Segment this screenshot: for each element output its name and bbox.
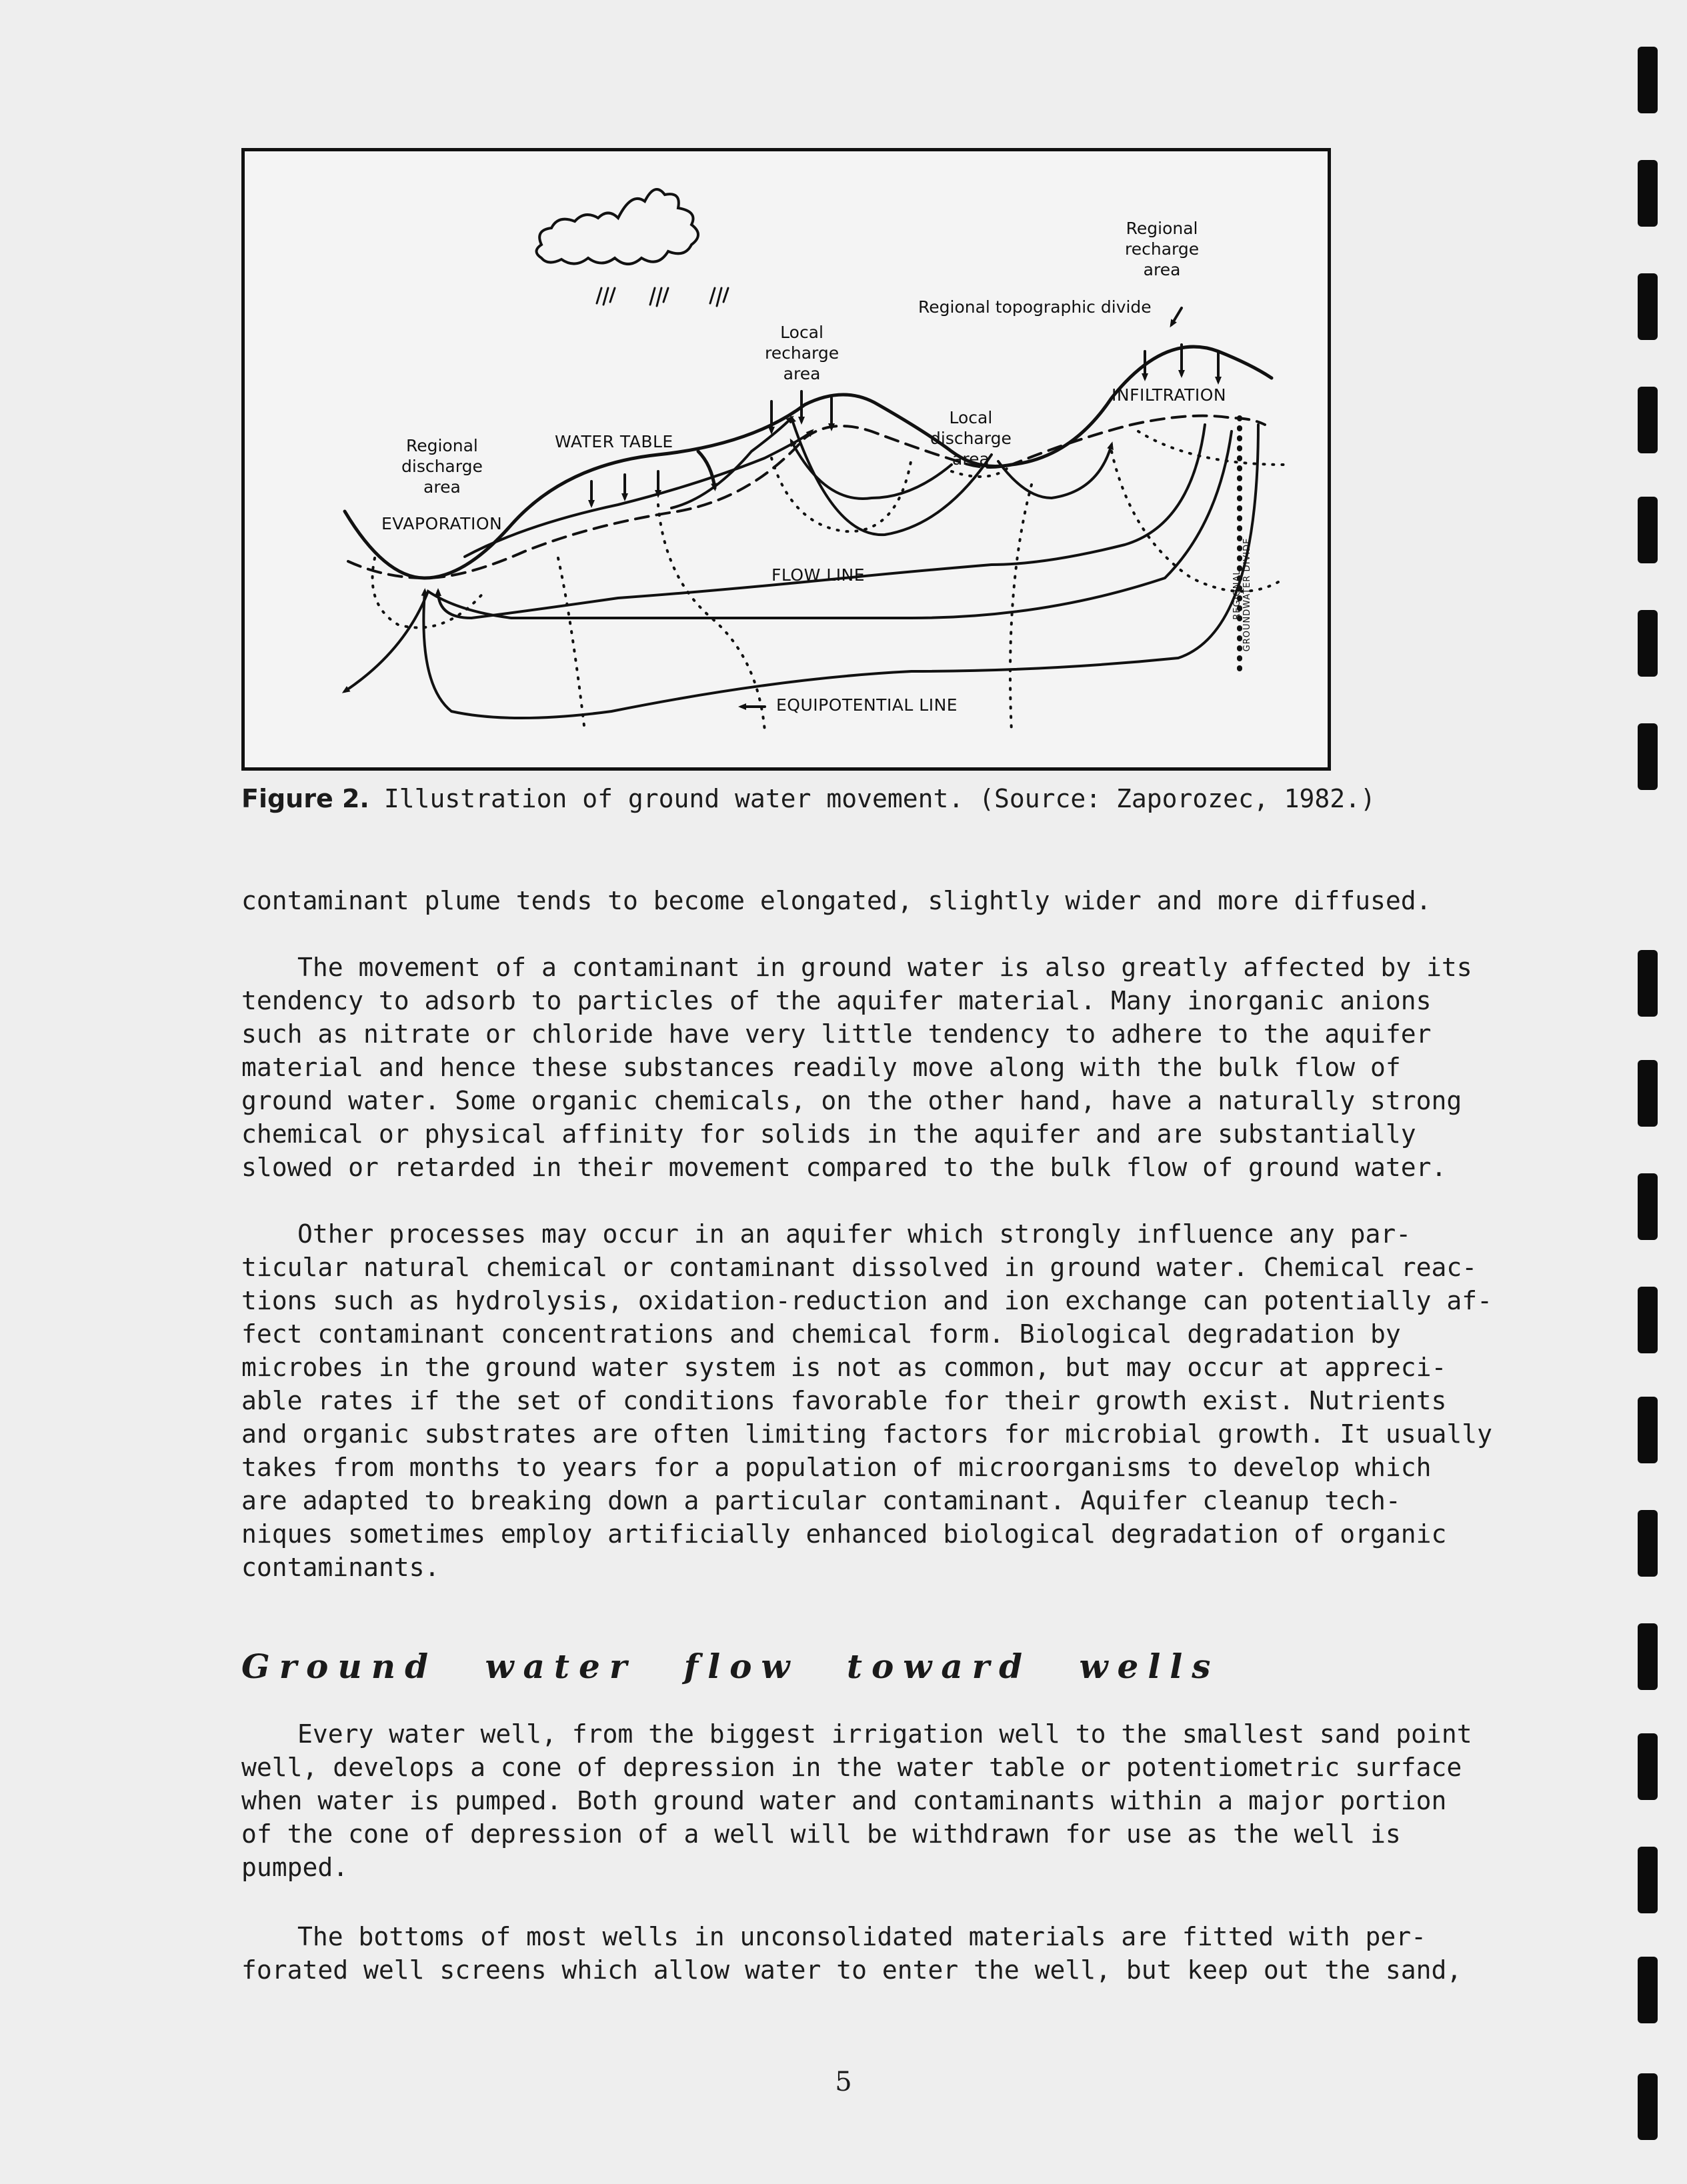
binder-hole xyxy=(1638,1397,1658,1463)
text-line: takes from months to years for a population of microorganisms to develop which xyxy=(241,1453,1432,1482)
text-line: contaminants. xyxy=(241,1553,440,1582)
figure-ground-water-movement xyxy=(241,148,1331,771)
text-line: pumped. xyxy=(241,1853,349,1882)
label-topographic-divide: Regional topographic divide xyxy=(918,297,1152,317)
label-groundwater-divide: REGIONAL GROUNDWATER DIVIDE xyxy=(1232,537,1252,652)
binder-hole xyxy=(1638,273,1658,340)
binder-hole xyxy=(1638,723,1658,790)
text-line: Every water well, from the biggest irrigation well to the smallest sand point xyxy=(297,1719,1472,1749)
label-regional-discharge: Regional discharge area xyxy=(401,436,483,497)
text-line: of the cone of depression of a well will be withdrawn for use as the well is xyxy=(241,1819,1401,1849)
text-line: fect contaminant concentrations and chemical form. Biological degradation by xyxy=(241,1319,1401,1349)
text-line: Other processes may occur in an aquifer which strongly influence any par- xyxy=(297,1219,1412,1249)
binder-hole xyxy=(1638,1847,1658,1913)
section-heading: Ground water flow toward wells xyxy=(241,1647,1220,1686)
binder-edge xyxy=(1638,0,1678,2184)
text-line: well, develops a cone of depression in the water table or potentiometric surface xyxy=(241,1753,1462,1782)
rain-icon xyxy=(597,288,728,306)
label-local-recharge: Local recharge area xyxy=(765,323,839,383)
binder-hole xyxy=(1638,47,1658,113)
label-infiltration: INFILTRATION xyxy=(1112,385,1227,405)
binder-hole xyxy=(1638,497,1658,563)
cloud-icon xyxy=(537,189,699,264)
binder-hole xyxy=(1638,1733,1658,1800)
paragraph-4 xyxy=(241,1717,1472,1884)
binder-hole xyxy=(1638,2073,1658,2140)
label-water-table: WATER TABLE xyxy=(555,432,673,451)
label-regional-recharge: Regional recharge area xyxy=(1125,219,1200,279)
binder-hole xyxy=(1638,1287,1658,1353)
text-line: ticular natural chemical or contaminant dissolved in ground water. Chemical reac- xyxy=(241,1253,1478,1282)
text-line: able rates if the set of conditions favorable for their growth exist. Nutrients xyxy=(241,1386,1447,1415)
text-line: niques sometimes employ artificially enhanced biological degradation of organic xyxy=(241,1519,1447,1549)
figure-caption xyxy=(241,783,1376,815)
paragraph-2 xyxy=(241,951,1472,1184)
text-line: are adapted to breaking down a particular contaminant. Aquifer cleanup tech- xyxy=(241,1486,1401,1515)
binder-hole xyxy=(1638,1957,1658,2023)
text-line: The bottoms of most wells in unconsolidated materials are fitted with per- xyxy=(297,1922,1426,1951)
binder-hole xyxy=(1638,950,1658,1017)
text-line: and organic substrates are often limiting factors for microbial growth. It usually xyxy=(241,1419,1492,1449)
caption-text: Illustration of ground water movement. (Source: Zaporozec, 1982.) xyxy=(383,784,1376,813)
binder-hole xyxy=(1638,387,1658,453)
binder-hole xyxy=(1638,610,1658,677)
binder-hole xyxy=(1638,1623,1658,1690)
binder-hole xyxy=(1638,1173,1658,1240)
binder-hole xyxy=(1638,160,1658,227)
text-line: microbes in the ground water system is not as common, but may occur at appreci- xyxy=(241,1353,1447,1382)
text-line: chemical or physical affinity for solids in the aquifer and are substantially xyxy=(241,1119,1416,1149)
text-line: slowed or retarded in their movement compared to the bulk flow of ground water. xyxy=(241,1153,1447,1182)
text-line: such as nitrate or chloride have very little tendency to adhere to the aquifer xyxy=(241,1019,1432,1049)
paragraph-1 xyxy=(241,884,1442,917)
label-flow-line: FLOW LINE xyxy=(771,565,866,585)
label-evaporation: EVAPORATION xyxy=(381,514,503,533)
text-line: ground water. Some organic chemicals, on the other hand, have a naturally strong xyxy=(241,1086,1462,1115)
label-local-discharge: Local discharge area xyxy=(930,408,1012,469)
text-line: The movement of a contaminant in ground water is also greatly affected by its xyxy=(297,953,1472,982)
text-line: contaminant plume tends to become elongated, slightly wider and more diffused. xyxy=(241,886,1432,915)
paragraph-5 xyxy=(241,1920,1462,1987)
page-number: 5 xyxy=(835,2067,852,2097)
text-line: when water is pumped. Both ground water and contaminants within a major portion xyxy=(241,1786,1447,1815)
text-line: tions such as hydrolysis, oxidation-reduction and ion exchange can potentially af- xyxy=(241,1286,1492,1315)
caption-label: Figure 2. xyxy=(241,784,369,813)
binder-hole xyxy=(1638,1060,1658,1127)
binder-hole xyxy=(1638,1510,1658,1577)
text-line: material and hence these substances readily move along with the bulk flow of xyxy=(241,1053,1401,1082)
text-line: forated well screens which allow water to enter the well, but keep out the sand, xyxy=(241,1955,1462,1985)
paragraph-3 xyxy=(241,1217,1492,1584)
text-line: tendency to adsorb to particles of the aquifer material. Many inorganic anions xyxy=(241,986,1432,1015)
label-equipotential-line: EQUIPOTENTIAL LINE xyxy=(776,695,958,715)
